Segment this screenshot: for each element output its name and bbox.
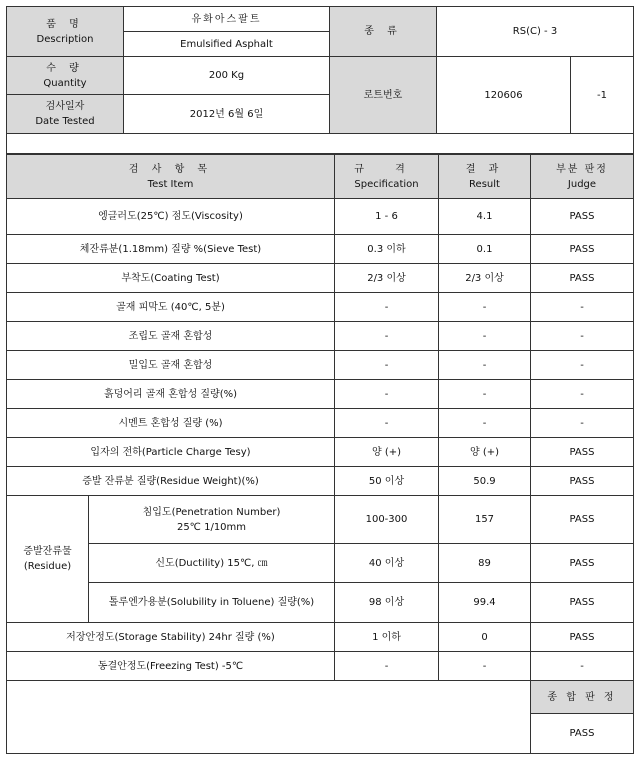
name-label-en: Description xyxy=(36,33,94,45)
row-judge: PASS xyxy=(531,264,634,293)
row-judge: - xyxy=(531,380,634,409)
col-header-judge xyxy=(531,155,634,199)
row-judge: - xyxy=(531,409,634,438)
col-judge-ko: 부분 판정 xyxy=(556,163,608,175)
date-label-en: Date Tested xyxy=(35,116,95,127)
row-item: 밀입도 골재 혼합성 xyxy=(7,351,335,380)
col-item-ko: 검 사 항 목 xyxy=(128,163,213,175)
table-row xyxy=(7,409,634,438)
table-row xyxy=(7,322,634,351)
name-label-ko: 품 명 xyxy=(46,18,84,30)
row-spec: 양 (+) xyxy=(335,438,439,467)
table-row xyxy=(7,199,634,235)
col-header-spec xyxy=(335,155,439,199)
row-spec: - xyxy=(335,293,439,322)
row-spec: - xyxy=(335,652,439,681)
row-spec: 50 이상 xyxy=(335,467,439,496)
quantity-value: 200 Kg xyxy=(124,57,330,95)
row-judge: - xyxy=(531,322,634,351)
row-spec: 0.3 이하 xyxy=(335,235,439,264)
table-row xyxy=(7,652,634,681)
row-result: 89 xyxy=(439,544,531,583)
row-spec: - xyxy=(335,351,439,380)
row-result: 2/3 이상 xyxy=(439,264,531,293)
row-spec: - xyxy=(335,322,439,351)
date-label-cell xyxy=(7,95,124,134)
row-result: 양 (+) xyxy=(439,438,531,467)
row-judge: - xyxy=(531,293,634,322)
row-spec: 100-300 xyxy=(335,496,439,544)
spacer-row xyxy=(7,134,634,154)
overall-value: PASS xyxy=(531,714,634,754)
quantity-label-cell xyxy=(7,57,124,95)
row-result: 157 xyxy=(439,496,531,544)
row-item: 부착도(Coating Test) xyxy=(7,264,335,293)
row-spec: 1 이하 xyxy=(335,623,439,652)
table-row xyxy=(7,467,634,496)
name-value-ko: 유화아스팔트 xyxy=(124,7,330,32)
row-result: - xyxy=(439,293,531,322)
table-row xyxy=(7,544,634,583)
row-result: 99.4 xyxy=(439,583,531,623)
row-judge: PASS xyxy=(531,496,634,544)
table-row xyxy=(7,351,634,380)
name-label-cell xyxy=(7,7,124,57)
info-table xyxy=(6,6,634,154)
row-result: - xyxy=(439,652,531,681)
type-label: 종 류 xyxy=(330,7,437,57)
residue-group-ko: 증발잔류물 xyxy=(23,546,72,557)
lot-suffix: -1 xyxy=(571,57,634,134)
col-item-en: Test Item xyxy=(147,178,194,190)
col-header-result xyxy=(439,155,531,199)
row-result: - xyxy=(439,322,531,351)
row-judge: PASS xyxy=(531,544,634,583)
table-row xyxy=(7,380,634,409)
row-item: 동결안정도(Freezing Test) -5℃ xyxy=(7,652,335,681)
lot-label: 로트번호 xyxy=(330,57,437,134)
row-item: 엥글러도(25℃) 점도(Viscosity) xyxy=(7,199,335,235)
table-row xyxy=(7,293,634,322)
table-row xyxy=(7,235,634,264)
row-item: 조립도 골재 혼합성 xyxy=(7,322,335,351)
row-judge: PASS xyxy=(531,235,634,264)
row-item-line2: 25℃ 1/10mm xyxy=(176,521,247,533)
row-item: 골재 피막도 (40℃, 5분) xyxy=(7,293,335,322)
row-item: 증발 잔류분 질량(Residue Weight)(%) xyxy=(7,467,335,496)
row-spec: 40 이상 xyxy=(335,544,439,583)
table-row xyxy=(7,438,634,467)
quantity-label-ko: 수 량 xyxy=(46,62,84,74)
row-spec: 1 - 6 xyxy=(335,199,439,235)
results-table xyxy=(6,154,634,754)
row-item: 흙덩어리 골재 혼합성 질량(%) xyxy=(7,380,335,409)
row-spec: 2/3 이상 xyxy=(335,264,439,293)
row-judge: PASS xyxy=(531,467,634,496)
col-result-ko: 결 과 xyxy=(465,163,504,175)
row-result: - xyxy=(439,351,531,380)
row-judge: PASS xyxy=(531,623,634,652)
row-judge: PASS xyxy=(531,199,634,235)
row-result: - xyxy=(439,409,531,438)
row-item: 입자의 전하(Particle Charge Tesy) xyxy=(7,438,335,467)
row-spec: - xyxy=(335,380,439,409)
residue-group-label xyxy=(7,496,89,623)
table-row xyxy=(7,623,634,652)
row-spec: - xyxy=(335,409,439,438)
row-item: 신도(Ductility) 15℃, ㎝ xyxy=(89,544,335,583)
row-result: 0 xyxy=(439,623,531,652)
row-item xyxy=(89,496,335,544)
row-item: 시멘트 혼합성 질량 (%) xyxy=(7,409,335,438)
row-item: 저장안정도(Storage Stability) 24hr 질량 (%) xyxy=(7,623,335,652)
quantity-label-en: Quantity xyxy=(43,77,87,89)
name-value-en: Emulsified Asphalt xyxy=(124,32,330,57)
row-item-line1: 침입도(Penetration Number) xyxy=(142,506,281,518)
row-judge: PASS xyxy=(531,438,634,467)
date-value: 2012년 6월 6일 xyxy=(124,95,330,134)
overall-blank xyxy=(7,681,531,754)
overall-label: 종 합 판 정 xyxy=(531,681,634,714)
col-judge-en: Judge xyxy=(567,178,597,190)
residue-group-en: (Residue) xyxy=(23,561,72,572)
row-result: 50.9 xyxy=(439,467,531,496)
date-label-ko: 검사일자 xyxy=(45,101,85,112)
row-result: 0.1 xyxy=(439,235,531,264)
table-row xyxy=(7,264,634,293)
lot-value: 120606 xyxy=(437,57,571,134)
type-value: RS(C) - 3 xyxy=(437,7,634,57)
col-header-item xyxy=(7,155,335,199)
table-row xyxy=(7,583,634,623)
row-judge: - xyxy=(531,351,634,380)
row-result: 4.1 xyxy=(439,199,531,235)
row-result: - xyxy=(439,380,531,409)
row-item: 체잔류분(1.18mm) 질량 %(Sieve Test) xyxy=(7,235,335,264)
col-result-en: Result xyxy=(469,178,500,190)
row-judge: - xyxy=(531,652,634,681)
col-spec-en: Specification xyxy=(354,178,419,190)
row-spec: 98 이상 xyxy=(335,583,439,623)
col-spec-ko: 규 격 xyxy=(354,163,419,175)
row-judge: PASS xyxy=(531,583,634,623)
table-row xyxy=(7,496,634,544)
row-item: 톨루엔가용분(Solubility in Toluene) 질량(%) xyxy=(89,583,335,623)
